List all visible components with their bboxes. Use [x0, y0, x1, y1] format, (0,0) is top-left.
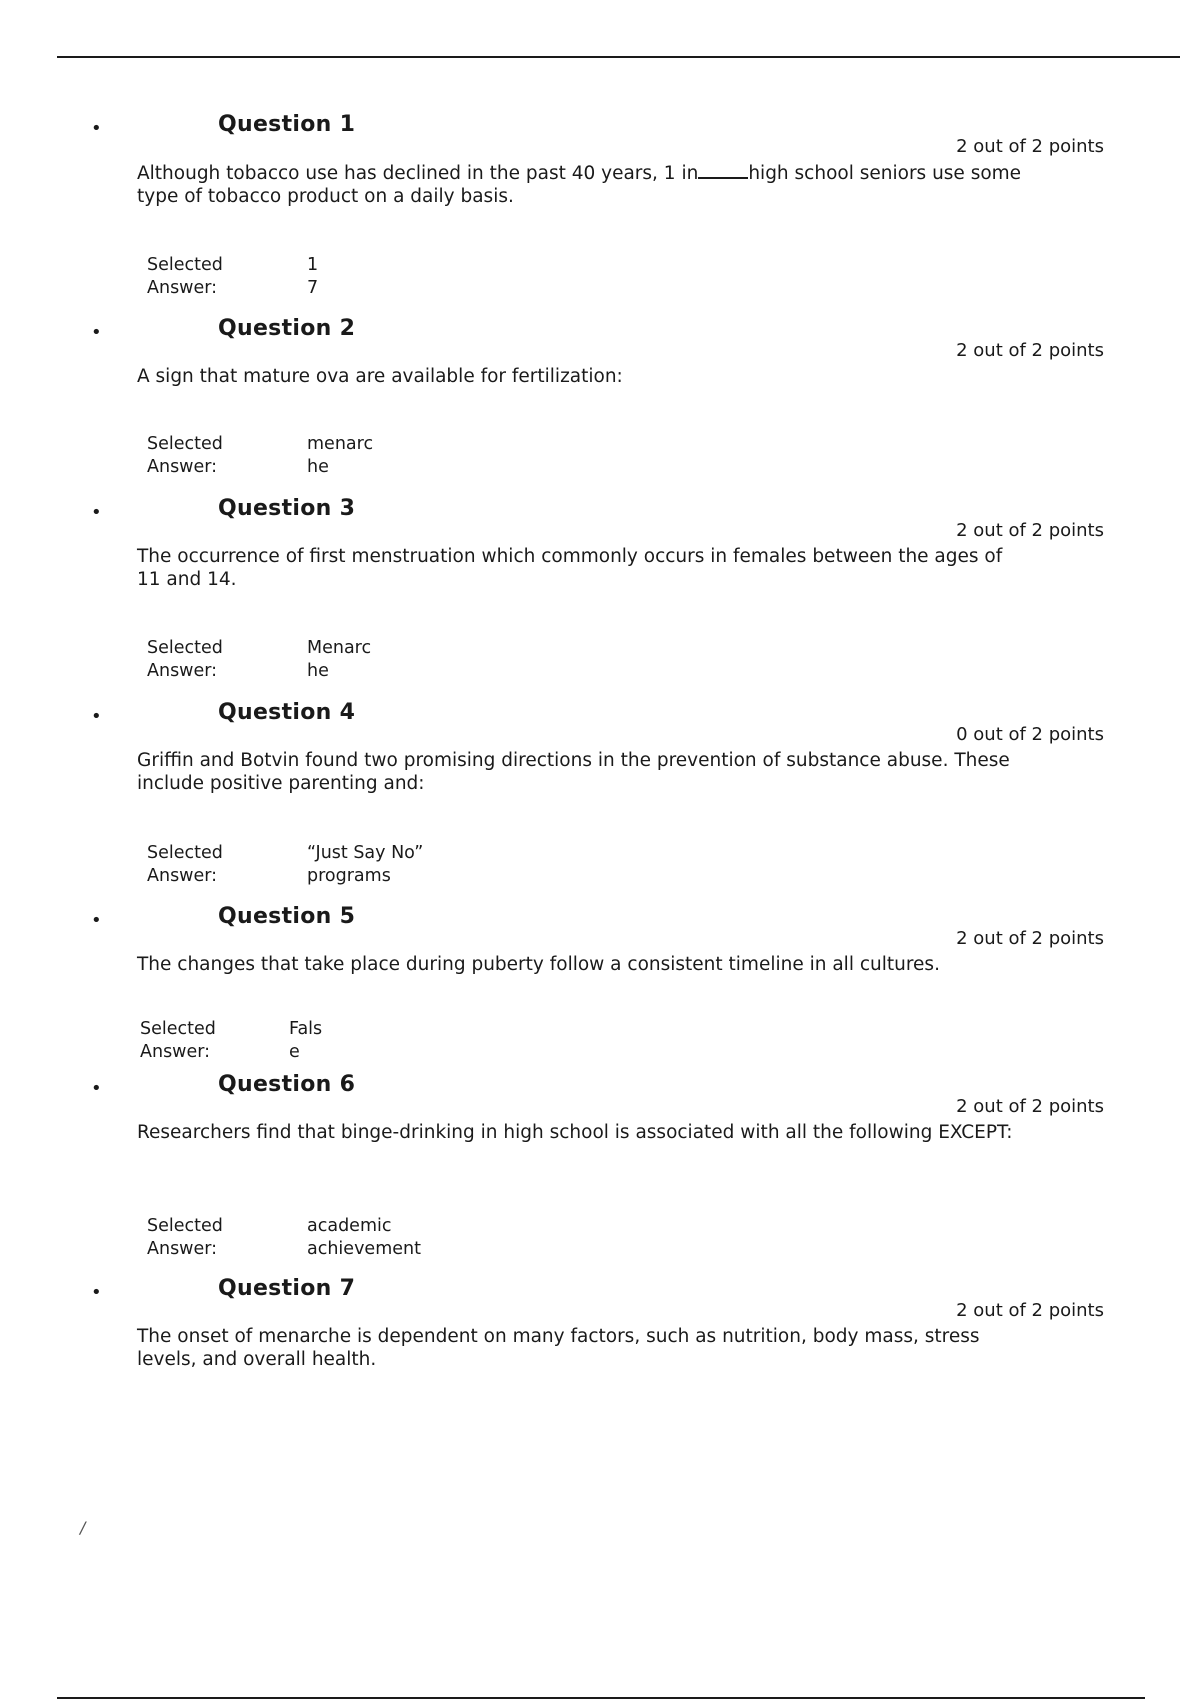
question-text: A sign that mature ova are available for fertilization:	[137, 366, 623, 387]
bullet-icon: •	[91, 118, 102, 139]
question-title: Question 7	[218, 1276, 356, 1301]
bullet-icon: •	[91, 1282, 102, 1303]
selected-answer-label: Selected Answer:	[147, 843, 223, 886]
selected-answer-value: Menarc he	[307, 638, 372, 681]
selected-answer-label: Selected Answer:	[140, 1019, 216, 1062]
selected-answer-label: Selected Answer:	[147, 434, 223, 477]
question-text: The occurrence of first menstruation which commonly occurs in females between the ages of 11 and 14.	[137, 546, 1009, 590]
selected-answer-label: Selected Answer:	[147, 255, 223, 298]
selected-answer-value: academic achievement	[307, 1216, 421, 1259]
question-points: 2 out of 2 points	[956, 1096, 1104, 1117]
bullet-icon: •	[91, 706, 102, 727]
question-points: 2 out of 2 points	[956, 340, 1104, 361]
question-title: Question 6	[218, 1072, 356, 1097]
question-points: 2 out of 2 points	[956, 1300, 1104, 1321]
bullet-icon: •	[91, 322, 102, 343]
question-text-before: Although tobacco use has declined in the past 40 years, 1 in	[137, 163, 699, 184]
question-points: 2 out of 2 points	[956, 136, 1104, 157]
question-text: Griffin and Botvin found two promising directions in the prevention of substance abuse. These include positive parenting and:	[137, 750, 1016, 794]
selected-answer-value: “Just Say No” programs	[307, 843, 424, 886]
question-text: The changes that take place during puberty follow a consistent timeline in all cultures.	[137, 954, 940, 975]
question-title: Question 4	[218, 700, 356, 725]
question-points: 2 out of 2 points	[956, 520, 1104, 541]
question-text-after: high school seniors use some type of tobacco product on a daily basis.	[137, 163, 1027, 207]
bullet-icon: •	[91, 502, 102, 523]
question-title: Question 3	[218, 496, 356, 521]
question-points: 2 out of 2 points	[956, 928, 1104, 949]
selected-answer-value: 1 7	[307, 255, 319, 298]
question-text: The onset of menarche is dependent on many factors, such as nutrition, body mass, stress levels, and overall health.	[137, 1326, 986, 1370]
footer-mark: /	[80, 1518, 86, 1537]
selected-answer-label: Selected Answer:	[147, 1216, 223, 1259]
bullet-icon: •	[91, 910, 102, 931]
question-title: Question 5	[218, 904, 356, 929]
question-text	[137, 161, 1057, 208]
bottom-rule	[57, 1697, 1145, 1699]
selected-answer-label: Selected Answer:	[147, 638, 223, 681]
question-title: Question 2	[218, 316, 356, 341]
selected-answer-value: Fals e	[289, 1019, 323, 1062]
question-points: 0 out of 2 points	[956, 724, 1104, 745]
fill-in-blank	[698, 161, 748, 179]
top-rule	[57, 56, 1180, 58]
bullet-icon: •	[91, 1078, 102, 1099]
question-title: Question 1	[218, 112, 356, 137]
selected-answer-value: menarc he	[307, 434, 374, 477]
question-text: Researchers find that binge-drinking in high school is associated with all the following EXCEPT:	[137, 1122, 1013, 1143]
